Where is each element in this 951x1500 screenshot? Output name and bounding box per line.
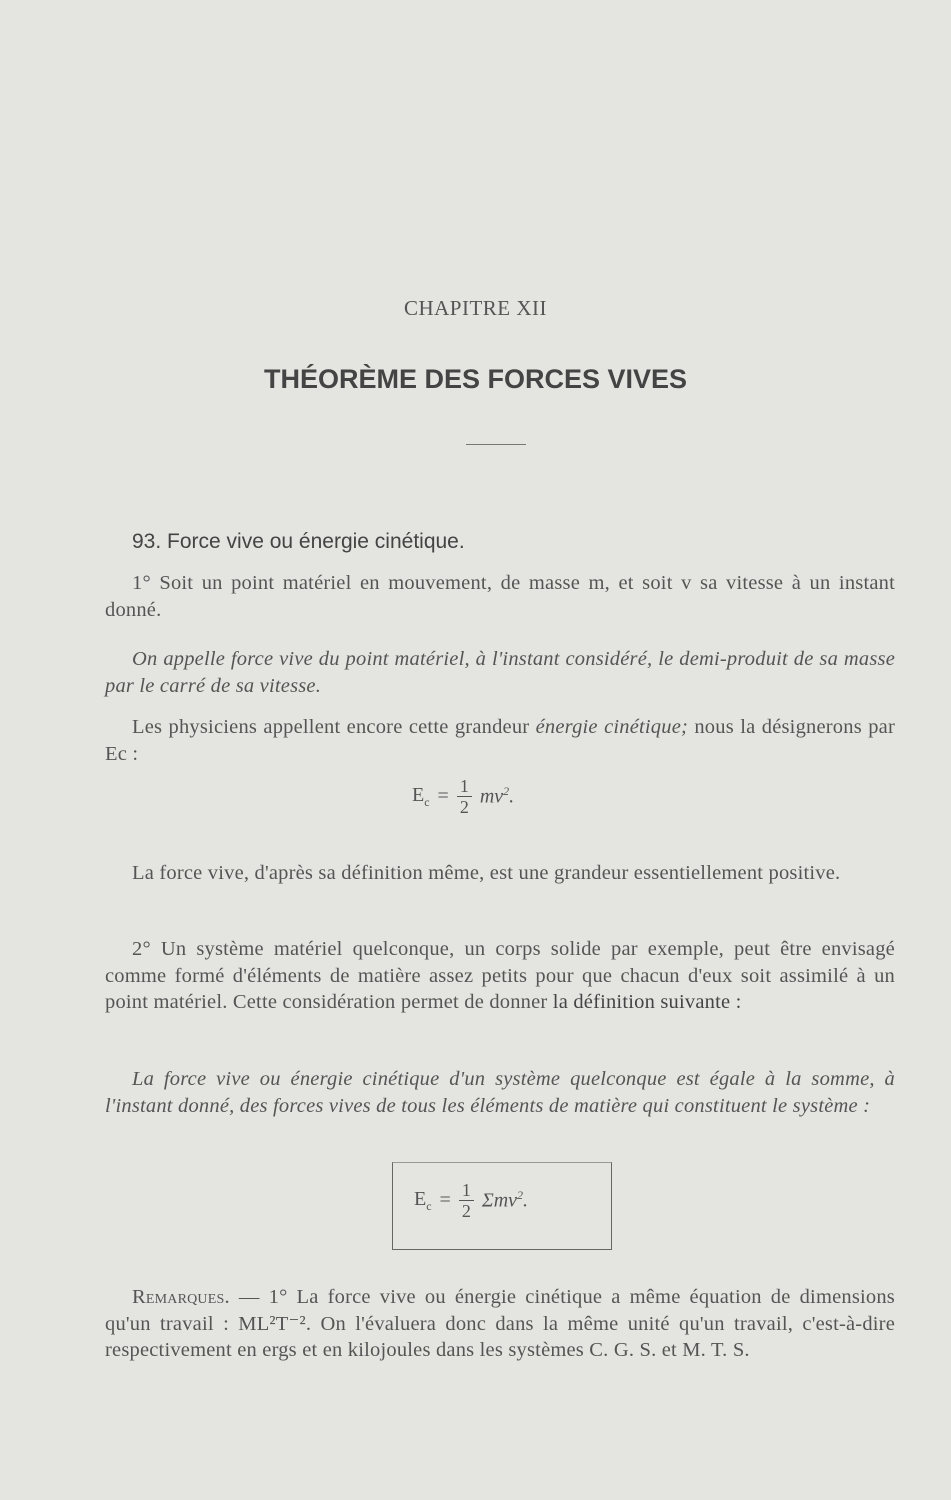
formula-sup: 2 bbox=[517, 1188, 524, 1203]
formula-rhs: Σmv bbox=[481, 1189, 518, 1212]
remarks-label: Remarques. bbox=[132, 1286, 230, 1308]
formula-end: . bbox=[523, 1189, 529, 1212]
paragraph-definition: On appelle force vive du point matériel, à l'instant considéré, le demi-produit de sa masse par le carré de sa vitesse. bbox=[105, 648, 895, 697]
formula-rhs: mv bbox=[479, 785, 504, 808]
text: 2° Un système matériel quelconque, un corps solide par exemple, peut être envisagé comme formé d'éléments de matière assez petits pour que chacun d'eux soit assimilé à un point matériel. Cette considération permet de donner bbox=[105, 938, 895, 1013]
divider bbox=[466, 444, 526, 445]
numerator: 1 bbox=[459, 1180, 474, 1201]
fraction bbox=[459, 1180, 474, 1221]
chapter-number: CHAPITRE XII bbox=[403, 296, 548, 320]
formula-sup: 2 bbox=[503, 784, 510, 799]
formula-eq: = bbox=[439, 1189, 451, 1211]
section-heading: 93. Force vive ou énergie cinétique. bbox=[132, 530, 465, 553]
formula-lhs: E bbox=[412, 783, 425, 806]
text: Les physiciens appellent encore cette grandeur bbox=[132, 716, 536, 738]
denominator: 2 bbox=[461, 1201, 471, 1221]
formula-system-energy bbox=[414, 1180, 528, 1221]
remarks-text: — 1° La force vive ou énergie cinétique a même équation de dimensions qu'un travail : ML²T⁻². On l'évaluera donc dans la même unité qu'un travail, c'est-à-dire respectivement en ergs et en kilojoules dans les systèmes C. G. S. et M. T. S. bbox=[105, 1286, 895, 1361]
paragraph-5 bbox=[105, 936, 895, 1016]
text: nous la désignerons par Ec : bbox=[105, 716, 895, 765]
numerator: 1 bbox=[457, 776, 472, 797]
fraction bbox=[457, 776, 472, 817]
text: la définition suivante : bbox=[552, 991, 742, 1013]
denominator: 2 bbox=[459, 797, 469, 817]
formula-end: . bbox=[509, 785, 515, 808]
paragraph-1: 1° Soit un point matériel en mouvement, de masse m, et soit v sa vitesse à un instant donné. bbox=[105, 572, 895, 621]
formula-sub: c bbox=[424, 794, 430, 809]
formula-eq: = bbox=[437, 785, 449, 807]
formula-kinetic-energy bbox=[412, 776, 514, 817]
formula-lhs: E bbox=[414, 1187, 427, 1210]
paragraph-system-definition: La force vive ou énergie cinétique d'un système quelconque est égale à la somme, à l'instant donné, des forces vives de tous les éléments de matière qui constituent le système : bbox=[105, 1068, 895, 1117]
remarks-paragraph bbox=[105, 1284, 895, 1364]
paragraph-3 bbox=[105, 714, 895, 767]
chapter-title: THÉORÈME DES FORCES VIVES bbox=[263, 364, 688, 394]
text-italic: énergie cinétique; bbox=[535, 716, 689, 738]
formula-sub: c bbox=[426, 1198, 432, 1213]
paragraph-4: La force vive, d'après sa définition même, est une grandeur essentiellement positive. bbox=[132, 862, 841, 884]
